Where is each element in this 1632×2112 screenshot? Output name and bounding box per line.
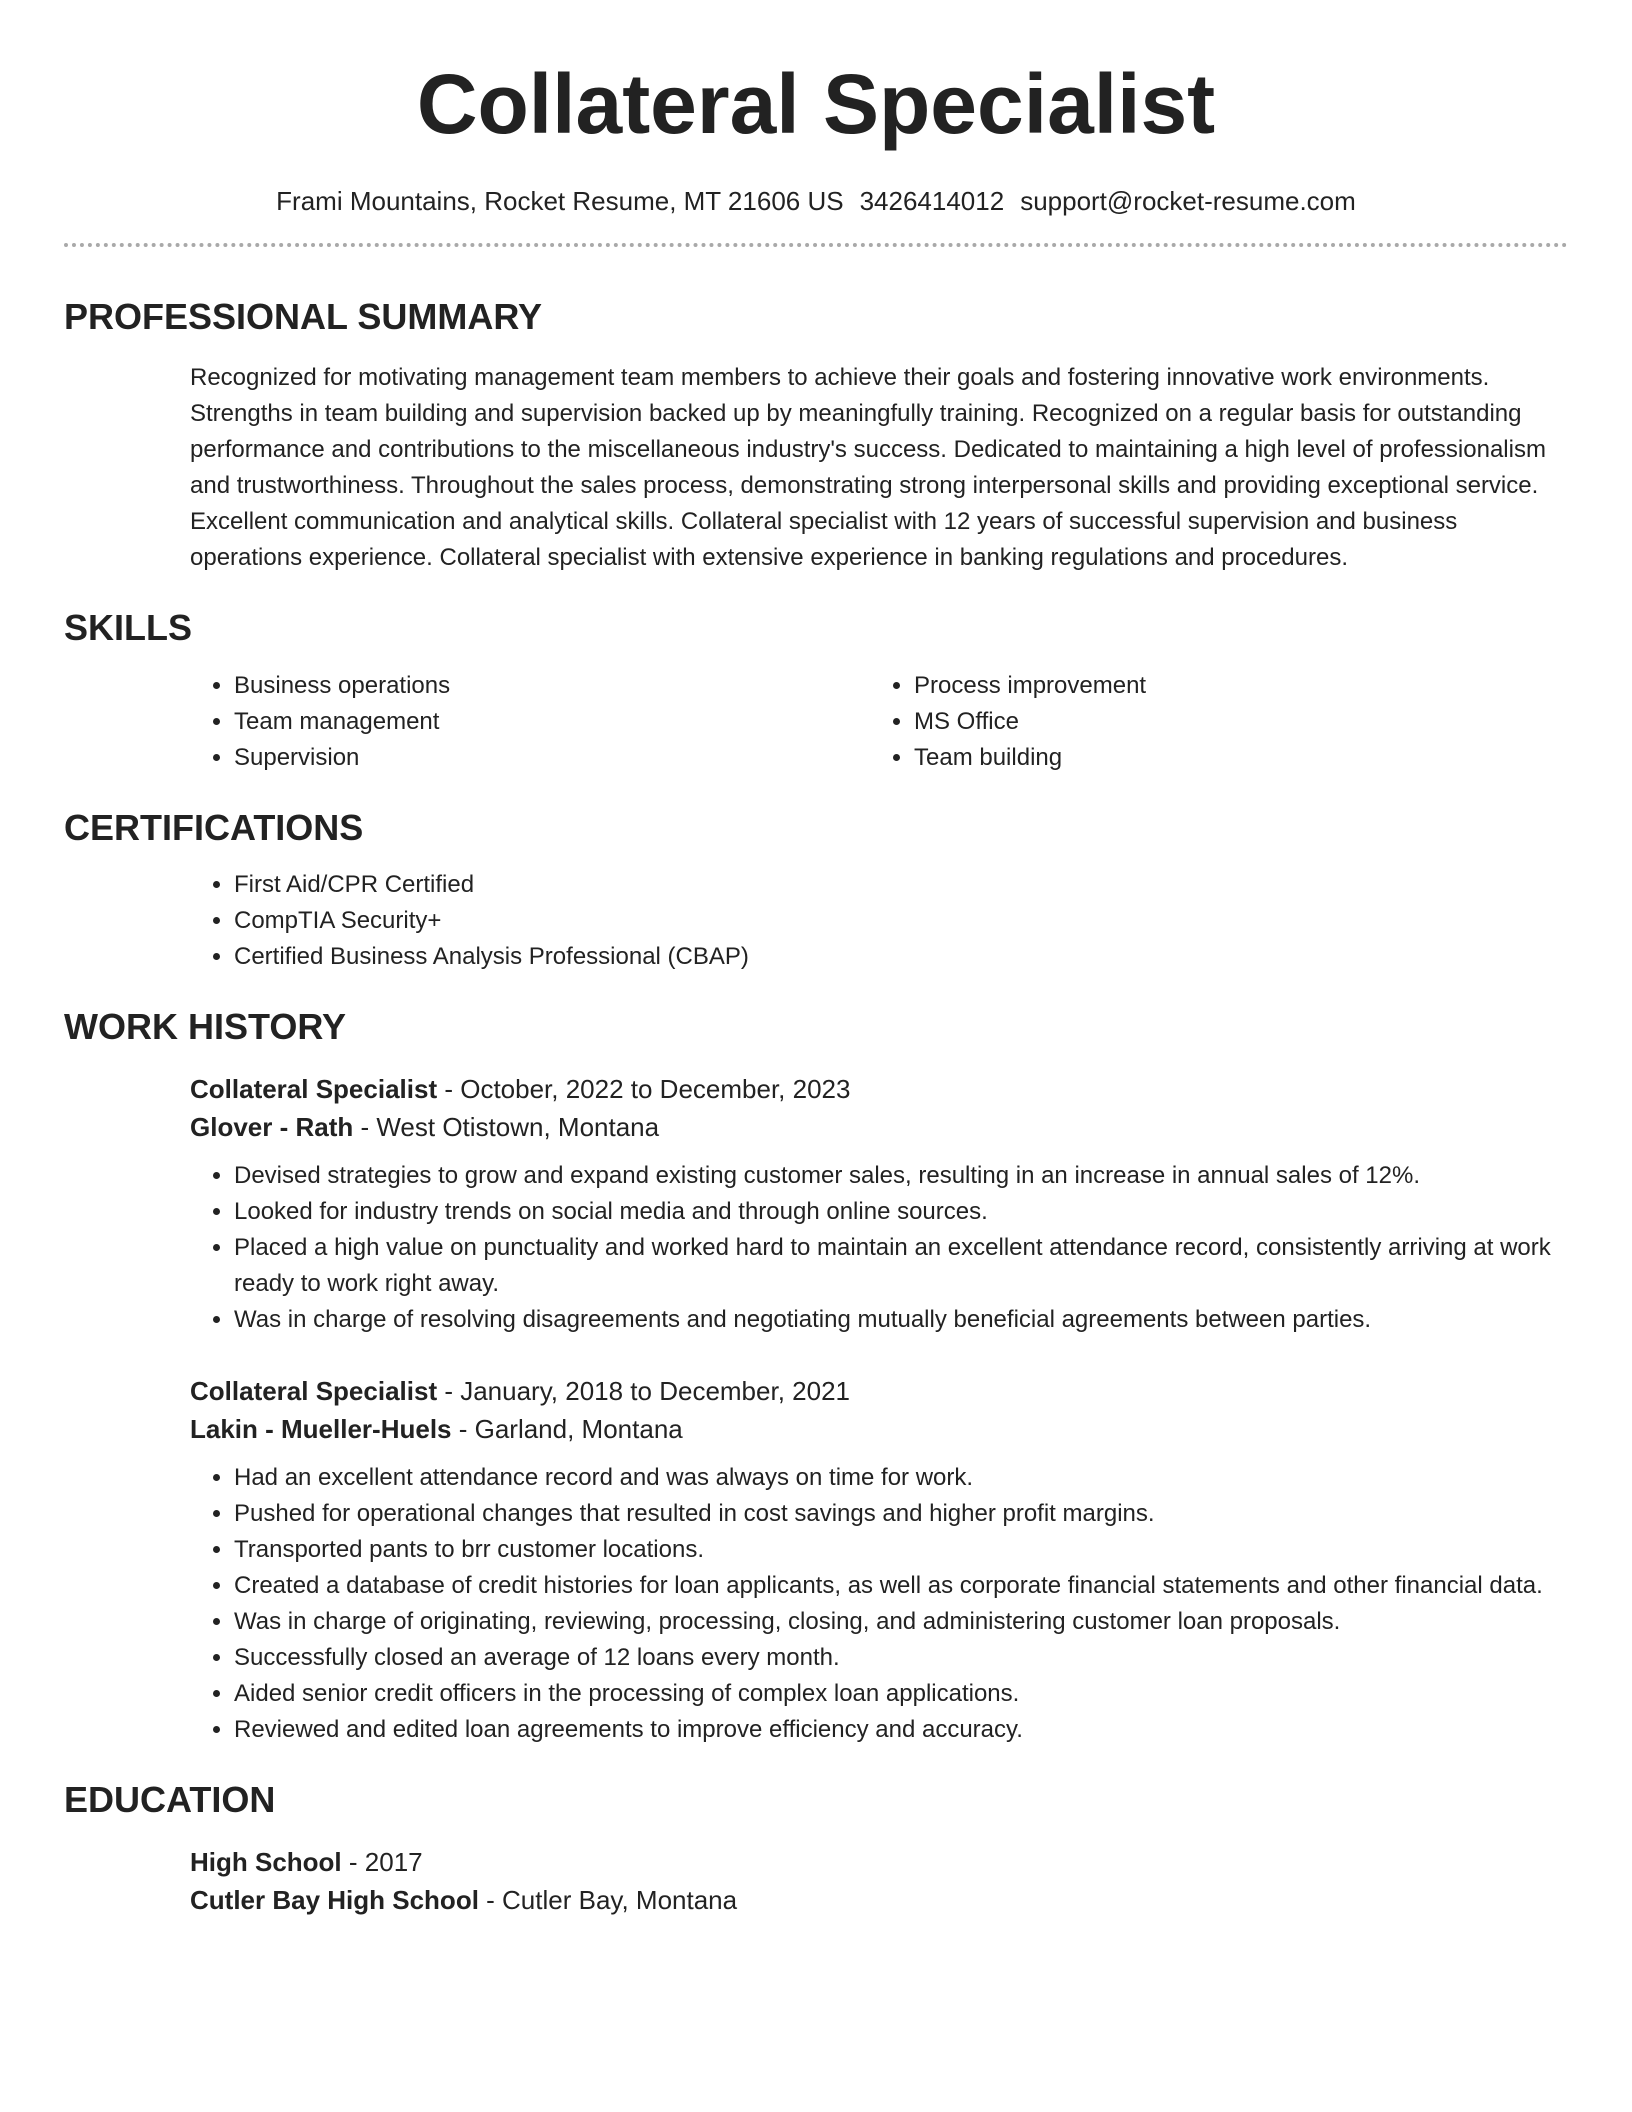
- contact-email: support@rocket-resume.com: [1020, 186, 1356, 216]
- job-bullet: • Aided senior credit officers in the processing of complex loan applications.: [234, 1676, 1568, 1712]
- job-bullet: • Reviewed and edited loan agreements to improve efficiency and accuracy.: [234, 1712, 1568, 1748]
- job-company-line: [190, 1410, 1568, 1448]
- certification-item: • First Aid/CPR Certified: [234, 867, 1568, 903]
- job-entry: [190, 1070, 1568, 1338]
- certifications-list: [190, 867, 1568, 975]
- header-divider: [64, 243, 1568, 247]
- job-dates: - January, 2018 to December, 2021: [437, 1375, 850, 1406]
- job-role: Collateral Specialist: [190, 1375, 438, 1406]
- job-bullet: • Transported pants to brr customer locations.: [234, 1532, 1568, 1568]
- skills-grid: [190, 668, 1568, 776]
- job-bullet: • Had an excellent attendance record and was always on time for work.: [234, 1460, 1568, 1496]
- job-location: - West Otistown, Montana: [353, 1111, 660, 1142]
- job-title-line: [190, 1372, 1568, 1410]
- education-degree-line: [190, 1843, 1568, 1881]
- job-bullet: • Pushed for operational changes that resulted in cost savings and higher profit margins.: [234, 1496, 1568, 1532]
- skill-item: • Team building: [914, 740, 1550, 776]
- skill-item: • Business operations: [234, 668, 870, 704]
- skill-item: • Team management: [234, 704, 870, 740]
- job-bullets: [190, 1158, 1568, 1338]
- job-bullet: • Successfully closed an average of 12 loans every month.: [234, 1640, 1568, 1676]
- contact-line: [64, 186, 1568, 217]
- job-bullet: • Devised strategies to grow and expand existing customer sales, resulting in an increase in annual sales of 12%.: [234, 1158, 1568, 1194]
- job-bullet: • Was in charge of originating, reviewing, processing, closing, and administering customer loan proposals.: [234, 1604, 1568, 1640]
- certification-item: • CompTIA Security+: [234, 903, 1568, 939]
- certifications-section: [190, 867, 1568, 975]
- work-history-heading: WORK HISTORY: [64, 1005, 347, 1047]
- job-bullet: • Looked for industry trends on social media and through online sources.: [234, 1194, 1568, 1230]
- education-entry: [190, 1843, 1568, 1919]
- job-company: Glover - Rath: [190, 1111, 354, 1142]
- skill-item: • MS Office: [914, 704, 1550, 740]
- contact-phone: 3426414012: [859, 186, 1005, 216]
- job-entry: [190, 1372, 1568, 1748]
- summary-heading: PROFESSIONAL SUMMARY: [64, 296, 543, 338]
- skills-list-left: [190, 668, 870, 776]
- job-bullet: • Placed a high value on punctuality and worked hard to maintain an excellent attendance record, consistently arriving at work ready to work right away.: [234, 1230, 1568, 1302]
- education-school-line: [190, 1881, 1568, 1919]
- skills-list-right: [870, 668, 1550, 776]
- job-title-line: [190, 1070, 1568, 1108]
- job-company-line: [190, 1108, 1568, 1146]
- candidate-name: Collateral Specialist: [416, 57, 1216, 151]
- education-heading: EDUCATION: [64, 1778, 276, 1820]
- skill-item: • Process improvement: [914, 668, 1550, 704]
- skill-item: • Supervision: [234, 740, 870, 776]
- job-dates: - October, 2022 to December, 2023: [437, 1073, 851, 1104]
- education-degree: High School: [190, 1847, 342, 1878]
- education-school: Cutler Bay High School: [190, 1885, 479, 1916]
- education-year: - 2017: [341, 1847, 423, 1878]
- job-bullet: • Created a database of credit histories for loan applicants, as well as corporate financial statements and other financial data.: [234, 1568, 1568, 1604]
- job-bullet: • Was in charge of resolving disagreements and negotiating mutually beneficial agreements between parties.: [234, 1302, 1568, 1338]
- contact-address: Frami Mountains, Rocket Resume, MT 21606 US: [276, 186, 844, 216]
- summary-text: Recognized for motivating management team members to achieve their goals and fostering innovative work environments. Strengths in team building and supervision backed up by meaningfully training. Recognized on a regular basis for outstanding performance and contributions to the miscellaneous industry's success. Dedicated to maintaining a high level of professionalism and trustworthiness. Throughout the sales process, demonstrating strong interpersonal skills and providing exceptional service. Excellent communication and analytical skills. Collateral specialist with 12 years of successful supervision and business operations experience. Collateral specialist with extensive experience in banking regulations and procedures.: [190, 364, 1546, 572]
- certifications-heading: CERTIFICATIONS: [64, 806, 364, 848]
- job-company: Lakin - Mueller-Huels: [190, 1413, 452, 1444]
- job-location: - Garland, Montana: [451, 1413, 683, 1444]
- education-location: - Cutler Bay, Montana: [478, 1885, 738, 1916]
- job-bullets: [190, 1460, 1568, 1748]
- certification-item: • Certified Business Analysis Professional (CBAP): [234, 939, 1568, 975]
- skills-heading: SKILLS: [64, 607, 193, 649]
- job-role: Collateral Specialist: [190, 1073, 438, 1104]
